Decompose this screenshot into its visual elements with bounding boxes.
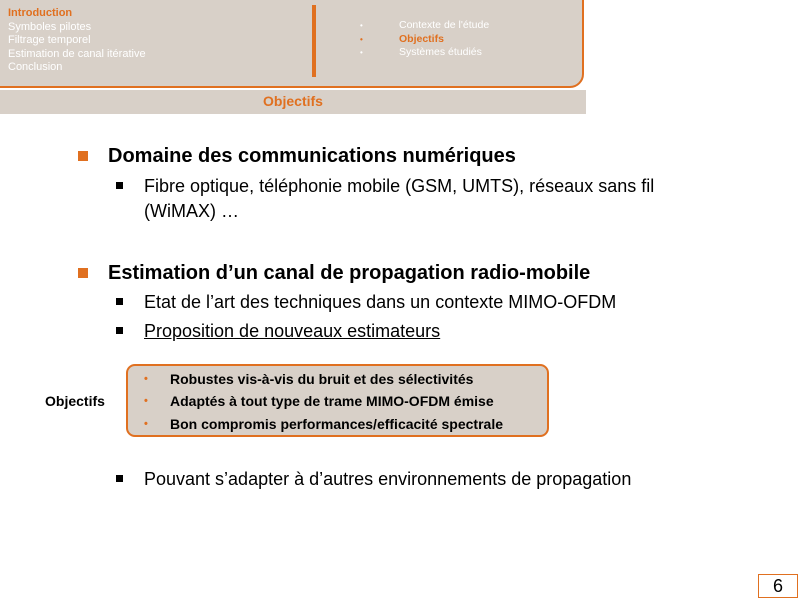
objectives-label: Objectifs [45, 393, 105, 409]
objective-item [144, 371, 473, 387]
bullet-level2 [116, 467, 631, 492]
objectives-box [126, 364, 549, 437]
nav-item-estimation-iterative[interactable]: Estimation de canal itérative [8, 47, 146, 60]
bullet-icon: • [144, 418, 148, 430]
bullet-text: Etat de l’art des techniques dans un contexte MIMO-OFDM [144, 292, 617, 312]
bullet-text: Estimation d’un canal de propagation radio-mobile [108, 262, 591, 284]
square-bullet-icon [78, 268, 88, 278]
bullet-text: Domaine des communications numériques [108, 145, 516, 167]
objective-text: Bon compromis performances/efficacité spectrale [170, 416, 504, 432]
bullet-level2 [116, 174, 716, 224]
objective-item [144, 416, 503, 432]
bullet-icon: • [360, 21, 363, 30]
subnav-item-systemes[interactable] [360, 46, 489, 60]
square-bullet-icon [116, 182, 123, 189]
bullet-text: Pouvant s’adapter à d’autres environnements de propagation [144, 469, 632, 489]
nav-item-filtrage-temporel[interactable]: Filtrage temporel [8, 34, 91, 46]
bullet-icon: • [360, 34, 363, 44]
bullet-icon: • [144, 373, 148, 385]
nav-item-symboles-pilotes[interactable]: Symboles pilotes [8, 20, 92, 33]
subnav-label: Systèmes étudiés [399, 46, 482, 58]
section-nav [8, 7, 146, 75]
slide-title: Objectifs [0, 90, 586, 114]
subnav-label: Contexte de l'étude [399, 19, 490, 31]
bullet-level2 [116, 319, 440, 344]
objective-text: Adaptés à tout type de trame MIMO-OFDM émise [170, 393, 494, 409]
bullet-icon: • [144, 395, 148, 407]
nav-item-conclusion[interactable]: Conclusion [8, 61, 63, 73]
square-bullet-icon [116, 298, 123, 305]
bullet-level1 [78, 262, 590, 285]
subsection-nav [360, 19, 489, 60]
subnav-label: Objectifs [399, 32, 444, 45]
nav-item-introduction[interactable]: Introduction [8, 7, 73, 19]
bullet-text: Proposition de nouveaux estimateurs [144, 321, 441, 341]
bullet-level2 [116, 290, 616, 315]
subnav-item-contexte[interactable] [360, 19, 489, 33]
bullet-text: Fibre optique, téléphonie mobile (GSM, UMTS), réseaux sans fil (WiMAX) … [144, 176, 655, 221]
bullet-level1 [78, 145, 516, 168]
page-number: 6 [758, 574, 798, 598]
nav-divider [312, 5, 316, 77]
bullet-icon: • [360, 48, 363, 57]
square-bullet-icon [116, 327, 123, 334]
square-bullet-icon [116, 475, 123, 482]
objective-text: Robustes vis-à-vis du bruit et des sélectivités [170, 371, 474, 387]
square-bullet-icon [78, 151, 88, 161]
subnav-item-objectifs[interactable] [360, 33, 489, 47]
objective-item [144, 393, 494, 409]
